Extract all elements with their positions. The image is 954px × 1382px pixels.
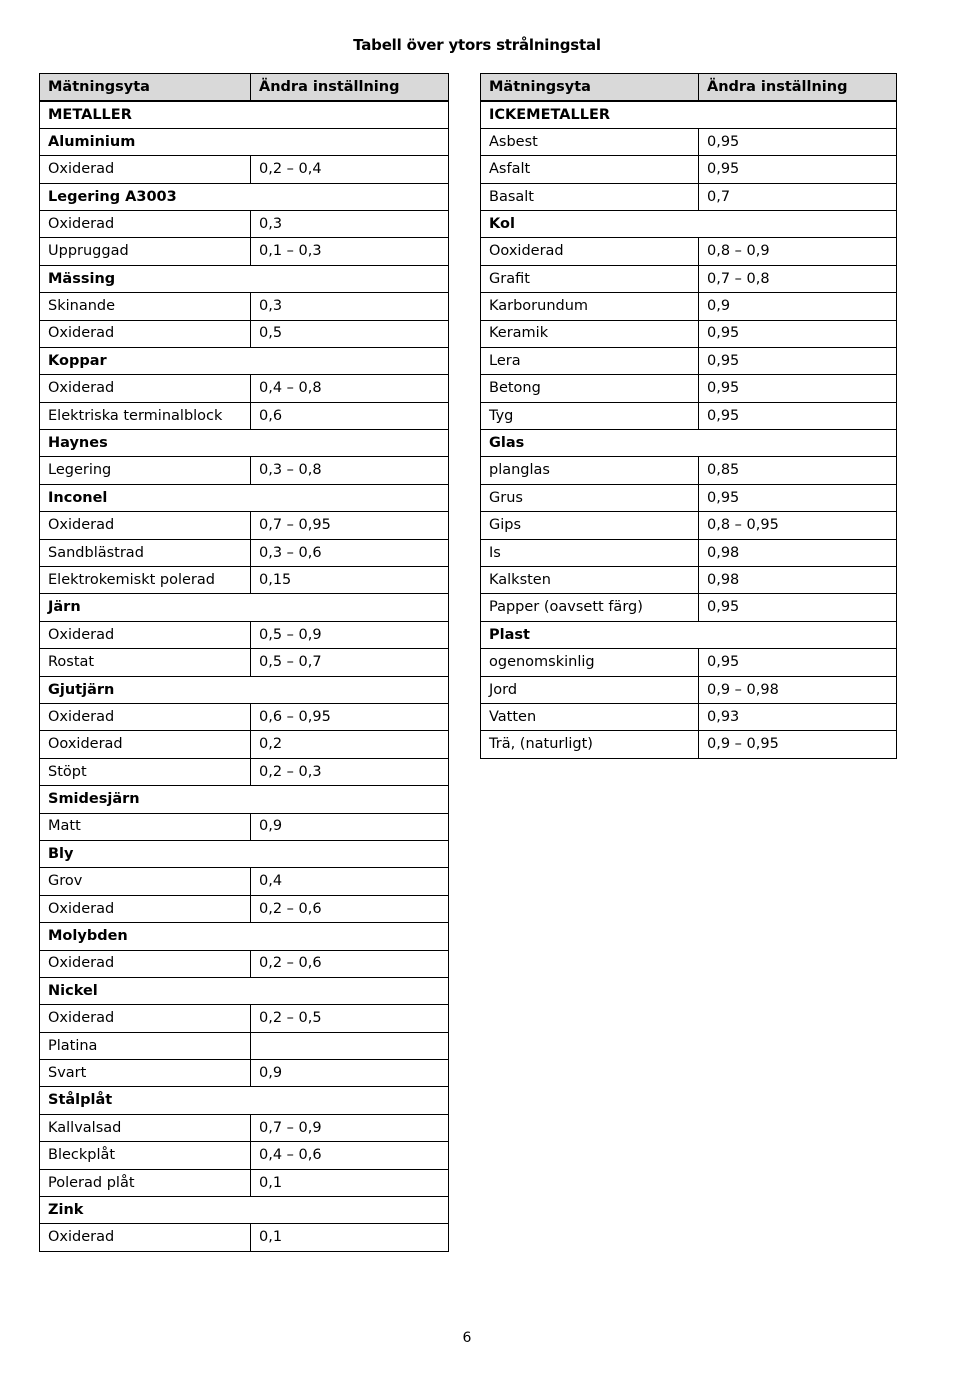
table-row — [481, 183, 897, 210]
group-label: Nickel — [40, 977, 449, 1004]
table-row — [481, 347, 897, 374]
table-group-row — [40, 183, 449, 210]
surface-cell: Grov — [40, 868, 251, 895]
table-row — [40, 320, 449, 347]
emissivity-value-cell: 0,95 — [699, 649, 897, 676]
surface-cell: Grafit — [481, 265, 699, 292]
table-row — [40, 539, 449, 566]
surface-cell: Polerad plåt — [40, 1169, 251, 1196]
table-group-row — [481, 101, 897, 128]
table-group-row — [481, 210, 897, 237]
table-row — [40, 731, 449, 758]
emissivity-value-cell: 0,9 — [699, 293, 897, 320]
column-header-surface: Mätningsyta — [40, 74, 251, 101]
column-header-surface: Mätningsyta — [481, 74, 699, 101]
table-group-row — [40, 484, 449, 511]
surface-cell: Ooxiderad — [481, 238, 699, 265]
emissivity-value-cell: 0,7 – 0,95 — [251, 512, 449, 539]
table-group-row — [481, 621, 897, 648]
table-row — [481, 567, 897, 594]
table-row — [40, 868, 449, 895]
table-row — [40, 567, 449, 594]
surface-cell: Oxiderad — [40, 320, 251, 347]
surface-cell: Kalksten — [481, 567, 699, 594]
group-label: Zink — [40, 1197, 449, 1224]
emissivity-value-cell: 0,95 — [699, 402, 897, 429]
table-row — [40, 1169, 449, 1196]
table-group-row — [40, 676, 449, 703]
emissivity-value-cell: 0,95 — [699, 594, 897, 621]
table-group-row — [40, 265, 449, 292]
surface-cell: planglas — [481, 457, 699, 484]
table-row — [481, 375, 897, 402]
emissivity-value-cell: 0,95 — [699, 320, 897, 347]
table-row — [40, 375, 449, 402]
surface-cell: Betong — [481, 375, 699, 402]
group-label: Legering A3003 — [40, 183, 449, 210]
table-row — [481, 128, 897, 155]
table-group-row — [40, 977, 449, 1004]
surface-cell: Kallvalsad — [40, 1114, 251, 1141]
emissivity-value-cell: 0,95 — [699, 375, 897, 402]
emissivity-value-cell: 0,7 — [699, 183, 897, 210]
emissivity-value-cell: 0,3 — [251, 210, 449, 237]
table-group-row — [40, 1197, 449, 1224]
table-row — [40, 402, 449, 429]
page-number: 6 — [462, 1330, 472, 1346]
emissivity-value-cell: 0,3 – 0,8 — [251, 457, 449, 484]
surface-cell: Asfalt — [481, 156, 699, 183]
group-label: Smidesjärn — [40, 786, 449, 813]
emissivity-value-cell: 0,98 — [699, 567, 897, 594]
emissivity-value-cell: 0,5 — [251, 320, 449, 347]
group-label: Glas — [481, 430, 897, 457]
table-row — [481, 512, 897, 539]
emissivity-value-cell: 0,4 – 0,6 — [251, 1142, 449, 1169]
table-row — [40, 156, 449, 183]
table-row — [481, 731, 897, 758]
surface-cell: Tyg — [481, 402, 699, 429]
table-group-row — [40, 923, 449, 950]
emissivity-value-cell: 0,8 – 0,95 — [699, 512, 897, 539]
surface-cell: Matt — [40, 813, 251, 840]
table-group-row — [40, 594, 449, 621]
surface-cell: Oxiderad — [40, 210, 251, 237]
surface-cell: Trä, (naturligt) — [481, 731, 699, 758]
emissivity-value-cell: 0,7 – 0,8 — [699, 265, 897, 292]
emissivity-value-cell: 0,98 — [699, 539, 897, 566]
emissivity-value-cell: 0,2 – 0,6 — [251, 950, 449, 977]
surface-cell: Gips — [481, 512, 699, 539]
emissivity-value-cell: 0,95 — [699, 156, 897, 183]
emissivity-value-cell: 0,1 – 0,3 — [251, 238, 449, 265]
surface-cell: Svart — [40, 1060, 251, 1087]
table-group-row — [40, 1087, 449, 1114]
table-row — [40, 210, 449, 237]
surface-cell: Stöpt — [40, 758, 251, 785]
emissivity-value-cell: 0,2 – 0,3 — [251, 758, 449, 785]
surface-cell: Legering — [40, 457, 251, 484]
emissivity-value-cell: 0,4 – 0,8 — [251, 375, 449, 402]
surface-cell: Keramik — [481, 320, 699, 347]
emissivity-value-cell: 0,7 – 0,9 — [251, 1114, 449, 1141]
surface-cell: Oxiderad — [40, 1005, 251, 1032]
table-header-row — [481, 74, 897, 101]
surface-cell: Jord — [481, 676, 699, 703]
group-label: Kol — [481, 210, 897, 237]
group-label: Inconel — [40, 484, 449, 511]
table-row — [40, 293, 449, 320]
surface-cell: Elektriska terminalblock — [40, 402, 251, 429]
surface-cell: Oxiderad — [40, 950, 251, 977]
table-row — [481, 402, 897, 429]
emissivity-value-cell: 0,5 – 0,7 — [251, 649, 449, 676]
emissivity-value-cell: 0,2 – 0,4 — [251, 156, 449, 183]
surface-cell: Ooxiderad — [40, 731, 251, 758]
group-label: Aluminium — [40, 128, 449, 155]
emissivity-value-cell: 0,1 — [251, 1224, 449, 1251]
surface-cell: Bleckplåt — [40, 1142, 251, 1169]
surface-cell: Asbest — [481, 128, 699, 155]
table-row — [481, 320, 897, 347]
group-label: METALLER — [40, 101, 449, 128]
surface-cell: Oxiderad — [40, 375, 251, 402]
group-label: Bly — [40, 840, 449, 867]
surface-cell: Oxiderad — [40, 1224, 251, 1251]
emissivity-value-cell — [251, 1032, 449, 1059]
table-row — [481, 293, 897, 320]
table-group-row — [40, 840, 449, 867]
emissivity-value-cell: 0,9 — [251, 813, 449, 840]
group-label: Haynes — [40, 430, 449, 457]
table-row — [40, 1005, 449, 1032]
table-row — [40, 1114, 449, 1141]
emissivity-value-cell: 0,6 – 0,95 — [251, 703, 449, 730]
group-label: Koppar — [40, 347, 449, 374]
emissivity-value-cell: 0,4 — [251, 868, 449, 895]
table-row — [481, 539, 897, 566]
table-row — [481, 238, 897, 265]
surface-cell: Platina — [40, 1032, 251, 1059]
surface-cell: Oxiderad — [40, 621, 251, 648]
table-row — [40, 813, 449, 840]
surface-cell: Sandblästrad — [40, 539, 251, 566]
table-header-row — [40, 74, 449, 101]
group-label: Gjutjärn — [40, 676, 449, 703]
surface-cell: Oxiderad — [40, 703, 251, 730]
table-group-row — [40, 101, 449, 128]
table-group-row — [40, 430, 449, 457]
table-row — [40, 1142, 449, 1169]
surface-cell: ogenomskinlig — [481, 649, 699, 676]
table-row — [481, 156, 897, 183]
table-row — [40, 950, 449, 977]
emissivity-value-cell: 0,95 — [699, 128, 897, 155]
table-row — [481, 265, 897, 292]
table-row — [40, 703, 449, 730]
emissivity-value-cell: 0,5 – 0,9 — [251, 621, 449, 648]
table-row — [481, 703, 897, 730]
table-row — [40, 1224, 449, 1251]
surface-cell: Basalt — [481, 183, 699, 210]
table-row — [40, 621, 449, 648]
column-header-setting: Ändra inställning — [251, 74, 449, 101]
emissivity-value-cell: 0,1 — [251, 1169, 449, 1196]
group-label: ICKEMETALLER — [481, 101, 897, 128]
surface-cell: Elektrokemiskt polerad — [40, 567, 251, 594]
group-label: Molybden — [40, 923, 449, 950]
surface-cell: Karborundum — [481, 293, 699, 320]
column-header-setting: Ändra inställning — [699, 74, 897, 101]
nonmetals-emissivity-table — [480, 73, 897, 759]
table-row — [40, 649, 449, 676]
metals-emissivity-table — [39, 73, 449, 1252]
surface-cell: Oxiderad — [40, 156, 251, 183]
surface-cell: Vatten — [481, 703, 699, 730]
surface-cell: Uppruggad — [40, 238, 251, 265]
page-title: Tabell över ytors strålningstal — [353, 36, 601, 54]
table-group-row — [481, 430, 897, 457]
table-row — [481, 649, 897, 676]
table-row — [481, 594, 897, 621]
emissivity-value-cell: 0,93 — [699, 703, 897, 730]
surface-cell: Oxiderad — [40, 512, 251, 539]
table-row — [481, 676, 897, 703]
table-group-row — [40, 347, 449, 374]
table-row — [481, 484, 897, 511]
surface-cell: Rostat — [40, 649, 251, 676]
emissivity-value-cell: 0,15 — [251, 567, 449, 594]
table-group-row — [40, 128, 449, 155]
emissivity-value-cell: 0,2 — [251, 731, 449, 758]
emissivity-value-cell: 0,9 – 0,95 — [699, 731, 897, 758]
table-row — [40, 758, 449, 785]
table-row — [40, 512, 449, 539]
emissivity-value-cell: 0,6 — [251, 402, 449, 429]
emissivity-value-cell: 0,8 – 0,9 — [699, 238, 897, 265]
group-label: Järn — [40, 594, 449, 621]
surface-cell: Skinande — [40, 293, 251, 320]
group-label: Stålplåt — [40, 1087, 449, 1114]
surface-cell: Grus — [481, 484, 699, 511]
surface-cell: Is — [481, 539, 699, 566]
table-row — [40, 457, 449, 484]
emissivity-value-cell: 0,95 — [699, 484, 897, 511]
table-row — [481, 457, 897, 484]
table-row — [40, 1060, 449, 1087]
table-row — [40, 238, 449, 265]
table-group-row — [40, 786, 449, 813]
surface-cell: Papper (oavsett färg) — [481, 594, 699, 621]
emissivity-value-cell: 0,95 — [699, 347, 897, 374]
group-label: Mässing — [40, 265, 449, 292]
emissivity-value-cell: 0,9 — [251, 1060, 449, 1087]
surface-cell: Lera — [481, 347, 699, 374]
emissivity-value-cell: 0,2 – 0,5 — [251, 1005, 449, 1032]
surface-cell: Oxiderad — [40, 895, 251, 922]
table-row — [40, 895, 449, 922]
group-label: Plast — [481, 621, 897, 648]
emissivity-value-cell: 0,85 — [699, 457, 897, 484]
emissivity-value-cell: 0,3 – 0,6 — [251, 539, 449, 566]
emissivity-value-cell: 0,9 – 0,98 — [699, 676, 897, 703]
emissivity-value-cell: 0,2 – 0,6 — [251, 895, 449, 922]
emissivity-value-cell: 0,3 — [251, 293, 449, 320]
table-row — [40, 1032, 449, 1059]
